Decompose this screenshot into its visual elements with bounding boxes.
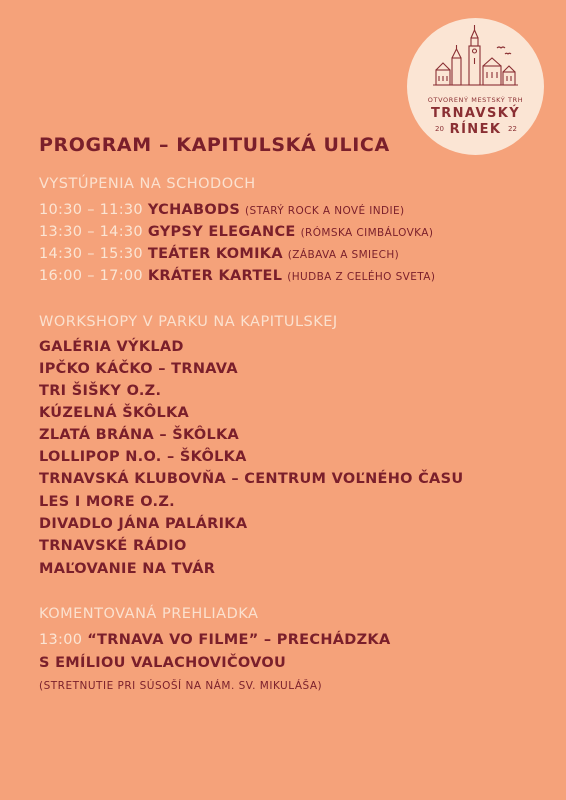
performance-time: 13:30 – 14:30 — [39, 224, 143, 240]
performance-row — [39, 246, 399, 262]
logo-subtitle: OTVORENÝ MESTSKÝ TRH — [427, 96, 524, 104]
performance-note: (ZÁBAVA A SMIECH) — [287, 249, 400, 261]
logo-title-line1: TRNAVSKÝ — [430, 106, 521, 121]
workshop-item: TRI ŠIŠKY O.Z. — [39, 383, 162, 399]
performance-note: (RÓMSKA CIMBÁLOVKA) — [300, 227, 434, 239]
workshop-item: MAĽOVANIE NA TVÁR — [39, 561, 216, 577]
performance-name: TEÁTER KOMIKA — [147, 246, 283, 262]
tour-time: 13:00 — [39, 632, 83, 648]
workshop-item: ZLATÁ BRÁNA – ŠKÔLKA — [39, 427, 240, 443]
workshop-item: LOLLIPOP N.O. – ŠKÔLKA — [39, 449, 247, 465]
performance-note: (HUDBA Z CELÉHO SVETA) — [287, 271, 436, 283]
workshops-heading: WORKSHOPY V PARKU NA KAPITULSKEJ — [39, 314, 338, 330]
logo-year-left: 20 — [435, 125, 444, 133]
workshop-item: LES I MORE O.Z. — [39, 494, 175, 510]
workshop-item: DIVADLO JÁNA PALÁRIKA — [39, 516, 248, 532]
trnavsky-rinek-logo — [407, 18, 544, 155]
workshop-item: IPČKO KÁČKO – TRNAVA — [39, 361, 238, 377]
performance-row — [39, 202, 405, 218]
logo-year-right: 22 — [508, 125, 517, 133]
tour-title: “TRNAVA VO FILME” – PRECHÁDZKA — [87, 632, 391, 648]
performance-row — [39, 268, 435, 284]
workshop-item: GALÉRIA VÝKLAD — [39, 339, 184, 355]
performance-time: 16:00 – 17:00 — [39, 268, 143, 284]
performance-row — [39, 224, 433, 240]
performance-time: 14:30 – 15:30 — [39, 246, 143, 262]
tour-meeting-point: (STRETNUTIE PRI SÚSOŠÍ NA NÁM. SV. MIKULÁŠA) — [39, 680, 323, 692]
logo-title-line2: RÍNEK — [449, 122, 502, 137]
performance-name: KRÁTER KARTEL — [147, 268, 283, 284]
tour-row — [39, 632, 390, 648]
performance-note: (STARÝ ROCK A NOVÉ INDIE) — [245, 205, 405, 217]
performance-time: 10:30 – 11:30 — [39, 202, 143, 218]
tour-guide: S EMÍLIOU VALACHOVIČOVOU — [39, 655, 287, 671]
performances-heading: VYSTÚPENIA NA SCHODOCH — [39, 176, 256, 192]
workshop-item: KÚZELNÁ ŠKÔLKA — [39, 405, 190, 421]
performance-name: GYPSY ELEGANCE — [147, 224, 296, 240]
page-title: PROGRAM – KAPITULSKÁ ULICA — [39, 134, 390, 156]
workshop-item: TRNAVSKÉ RÁDIO — [39, 538, 187, 554]
tour-heading: KOMENTOVANÁ PREHLIADKA — [39, 606, 259, 622]
workshop-item: TRNAVSKÁ KLUBOVŇA – CENTRUM VOĽNÉHO ČASU — [39, 471, 464, 487]
performance-name: YCHABODS — [147, 202, 241, 218]
